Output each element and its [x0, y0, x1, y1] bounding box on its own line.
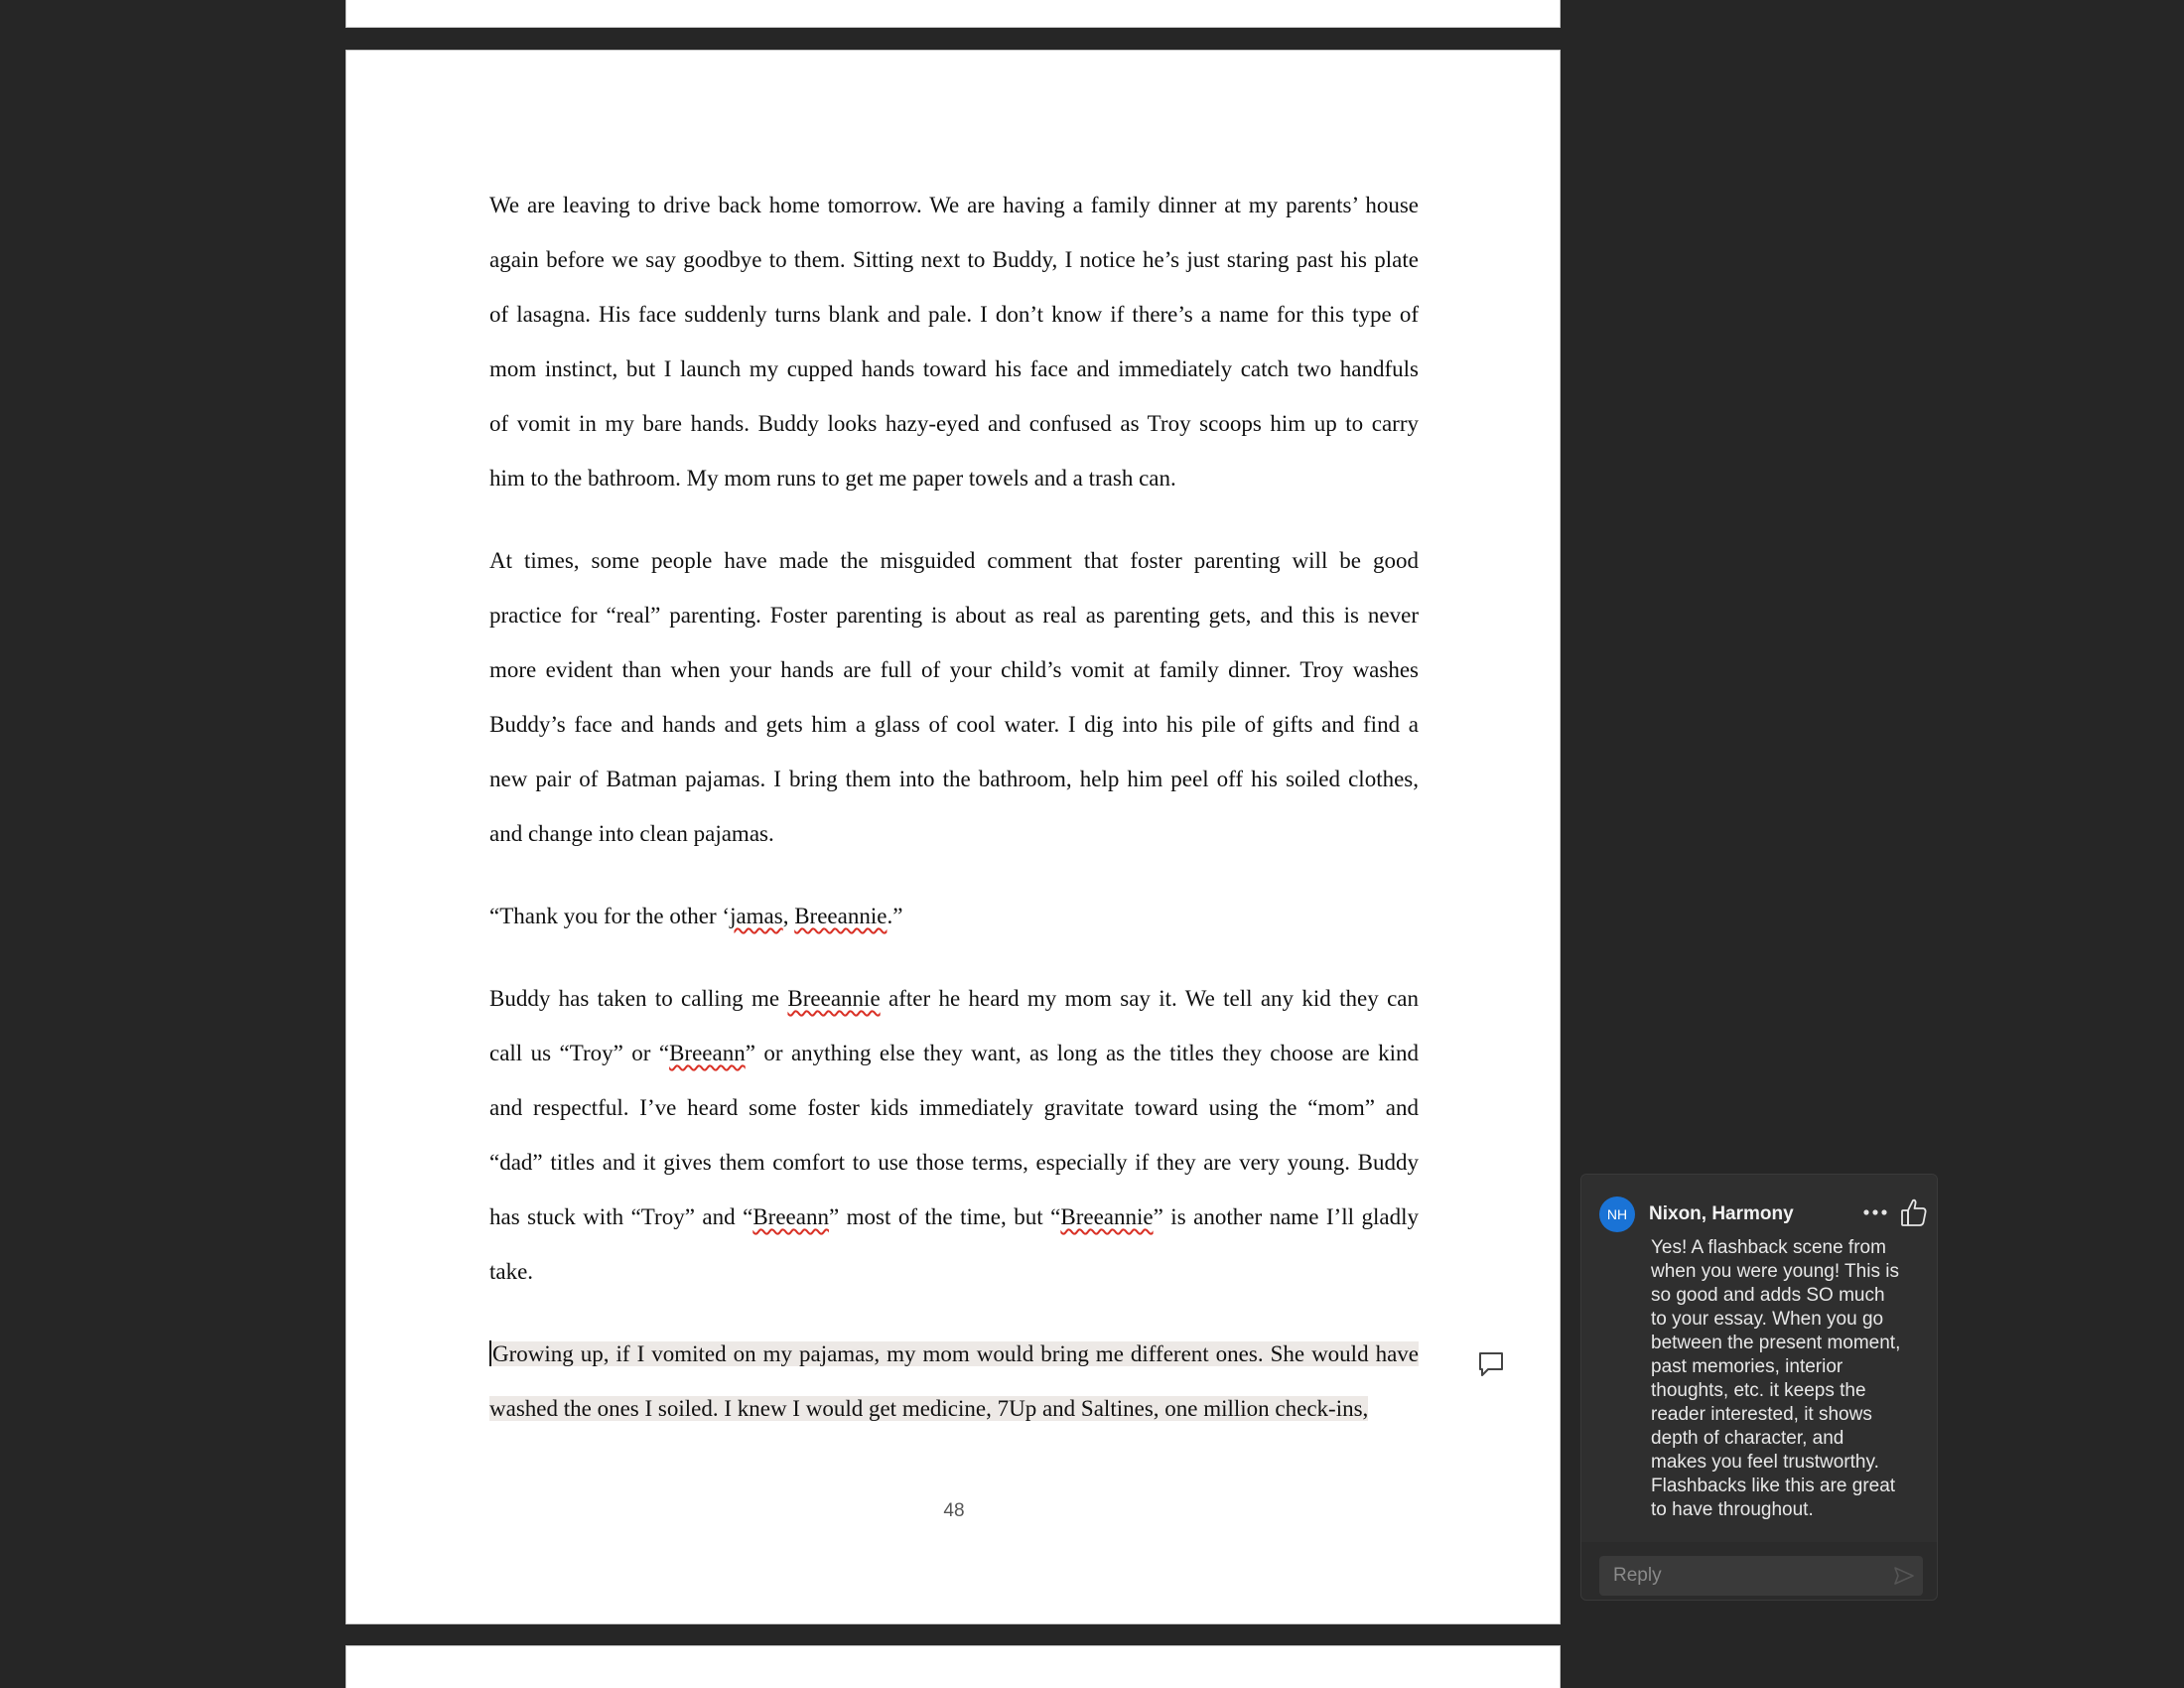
comment-author: Nixon, Harmony [1649, 1203, 1794, 1224]
paragraph[interactable] [489, 178, 1419, 505]
line-text [489, 1204, 1419, 1229]
document-page[interactable] [345, 50, 1561, 1624]
text-line [489, 178, 1419, 232]
commented-text-highlight [489, 1396, 1368, 1421]
text-line [489, 697, 1419, 752]
line-text [489, 466, 1176, 491]
text-line [489, 1244, 1419, 1299]
document-body[interactable] [489, 178, 1419, 1436]
text-line [489, 287, 1419, 342]
text-cursor [489, 1340, 491, 1366]
line-text [489, 767, 1419, 791]
spelling-error-word: Breeannie [1060, 1204, 1154, 1229]
line-text [489, 1259, 533, 1284]
commented-text-highlight [489, 1341, 1419, 1366]
text-segment: after he heard my mom say it. We tell any kid they can [880, 986, 1419, 1011]
text-segment: .” [887, 904, 903, 928]
line-text [489, 302, 1419, 327]
comment-card[interactable] [1580, 1174, 1938, 1601]
line-text [489, 247, 1419, 272]
text-segment: ” or anything else they want, as long as the titles they choose are kind [745, 1041, 1419, 1065]
line-text [489, 821, 774, 846]
spelling-error-word: Breeann [752, 1204, 829, 1229]
text-line [489, 1135, 1419, 1190]
paragraph[interactable] [489, 1327, 1419, 1436]
text-segment: call us “Troy” or “ [489, 1041, 670, 1065]
more-options-icon[interactable] [1859, 1198, 1891, 1226]
text-segment: , [782, 904, 795, 928]
line-text [489, 356, 1419, 381]
text-segment: of vomit in my bare hands. Buddy looks hazy-eyed and confused as Troy scoops him up to carry [489, 411, 1419, 436]
text-segment: and change into clean pajamas. [489, 821, 774, 846]
thumbs-up-icon[interactable] [1899, 1196, 1929, 1228]
avatar: NH [1599, 1196, 1635, 1232]
text-segment: new pair of Batman pajamas. I bring them into the bathroom, help him peel off his soiled clothes, [489, 767, 1419, 791]
text-segment: washed the ones I soiled. I knew I would get medicine, 7Up and Saltines, one million check-ins, [489, 1396, 1369, 1421]
text-segment: mom instinct, but I launch my cupped hands toward his face and immediately catch two handfuls [489, 356, 1419, 381]
paragraph-spacing [489, 861, 1419, 889]
text-segment: Growing up, if I vomited on my pajamas, my mom would bring me different ones. She would have [492, 1341, 1419, 1366]
line-text [489, 1041, 1419, 1065]
paragraph-spacing [489, 505, 1419, 533]
line-text [489, 986, 1419, 1011]
text-line [489, 451, 1419, 505]
text-line [489, 342, 1419, 396]
spelling-error-word: Breeannie [787, 986, 881, 1011]
text-segment: ” most of the time, but “ [828, 1204, 1061, 1229]
line-text [489, 657, 1419, 682]
text-segment: At times, some people have made the misguided comment that foster parenting will be good [489, 548, 1419, 573]
text-segment: has stuck with “Troy” and “ [489, 1204, 753, 1229]
text-segment: Buddy has taken to calling me [489, 986, 788, 1011]
text-line [489, 1080, 1419, 1135]
text-line [489, 396, 1419, 451]
paragraph[interactable] [489, 533, 1419, 861]
text-line [489, 642, 1419, 697]
line-text [489, 1095, 1419, 1120]
line-text [489, 548, 1419, 573]
comment-text: Yes! A flashback scene from when you were young! This is so good and adds SO much to your essay. When you go between the present moment, past memories, interior thoughts, etc. it keeps the reader interested, it shows depth of character, and makes you feel trustworthy. Flashbacks like this are great to have throughout. [1651, 1237, 1901, 1520]
text-segment: Buddy’s face and hands and gets him a glass of cool water. I dig into his pile of gifts and find a [489, 712, 1419, 737]
text-segment: of lasagna. His face suddenly turns blank and pale. I don’t know if there’s a name for this type of [489, 302, 1419, 327]
text-line [489, 1327, 1419, 1381]
text-segment: more evident than when your hands are full of your child’s vomit at family dinner. Troy washes [489, 657, 1419, 682]
reply-input[interactable] [1599, 1556, 1887, 1596]
text-segment: “dad” titles and it gives them comfort to use those terms, especially if they are very young. Buddy [489, 1150, 1419, 1175]
text-segment: We are leaving to drive back home tomorrow. We are having a family dinner at my parents’ house [489, 193, 1419, 217]
text-line [489, 1381, 1419, 1436]
line-text [489, 193, 1419, 217]
text-line [489, 971, 1419, 1026]
spelling-error-word: Breeann [669, 1041, 746, 1065]
paragraph-spacing [489, 1299, 1419, 1327]
text-line [489, 1026, 1419, 1080]
text-line [489, 889, 1419, 943]
paragraph[interactable] [489, 971, 1419, 1299]
page-number: 48 [943, 1500, 965, 1521]
text-line [489, 1190, 1419, 1244]
line-text [489, 712, 1419, 737]
spelling-error-word: jamas [730, 904, 783, 928]
text-line [489, 806, 1419, 861]
line-text [489, 1150, 1419, 1175]
text-segment: ” is another name I’ll gladly [1153, 1204, 1419, 1229]
text-segment: “Thank you for the other ‘ [489, 904, 731, 928]
text-segment: practice for “real” parenting. Foster parenting is about as real as parenting gets, and this is never [489, 603, 1419, 628]
line-text [489, 411, 1419, 436]
reply-box[interactable] [1599, 1556, 1923, 1596]
paragraph-spacing [489, 943, 1419, 971]
text-segment: and respectful. I’ve heard some foster kids immediately gravitate toward using the “mom” and [489, 1095, 1419, 1120]
spelling-error-word: Breeannie [794, 904, 887, 928]
line-text [489, 603, 1419, 628]
text-line [489, 232, 1419, 287]
paragraph[interactable] [489, 889, 1419, 943]
text-segment: take. [489, 1259, 534, 1284]
previous-page [345, 0, 1561, 28]
next-page [345, 1645, 1561, 1688]
text-segment: him to the bathroom. My mom runs to get me paper towels and a trash can. [489, 466, 1176, 491]
line-text [489, 904, 902, 928]
text-line [489, 752, 1419, 806]
text-line [489, 588, 1419, 642]
text-line [489, 533, 1419, 588]
send-icon[interactable] [1893, 1566, 1915, 1586]
comment-marker-icon[interactable] [1476, 1349, 1506, 1379]
text-segment: again before we say goodbye to them. Sitting next to Buddy, I notice he’s just staring past his plate [489, 247, 1419, 272]
